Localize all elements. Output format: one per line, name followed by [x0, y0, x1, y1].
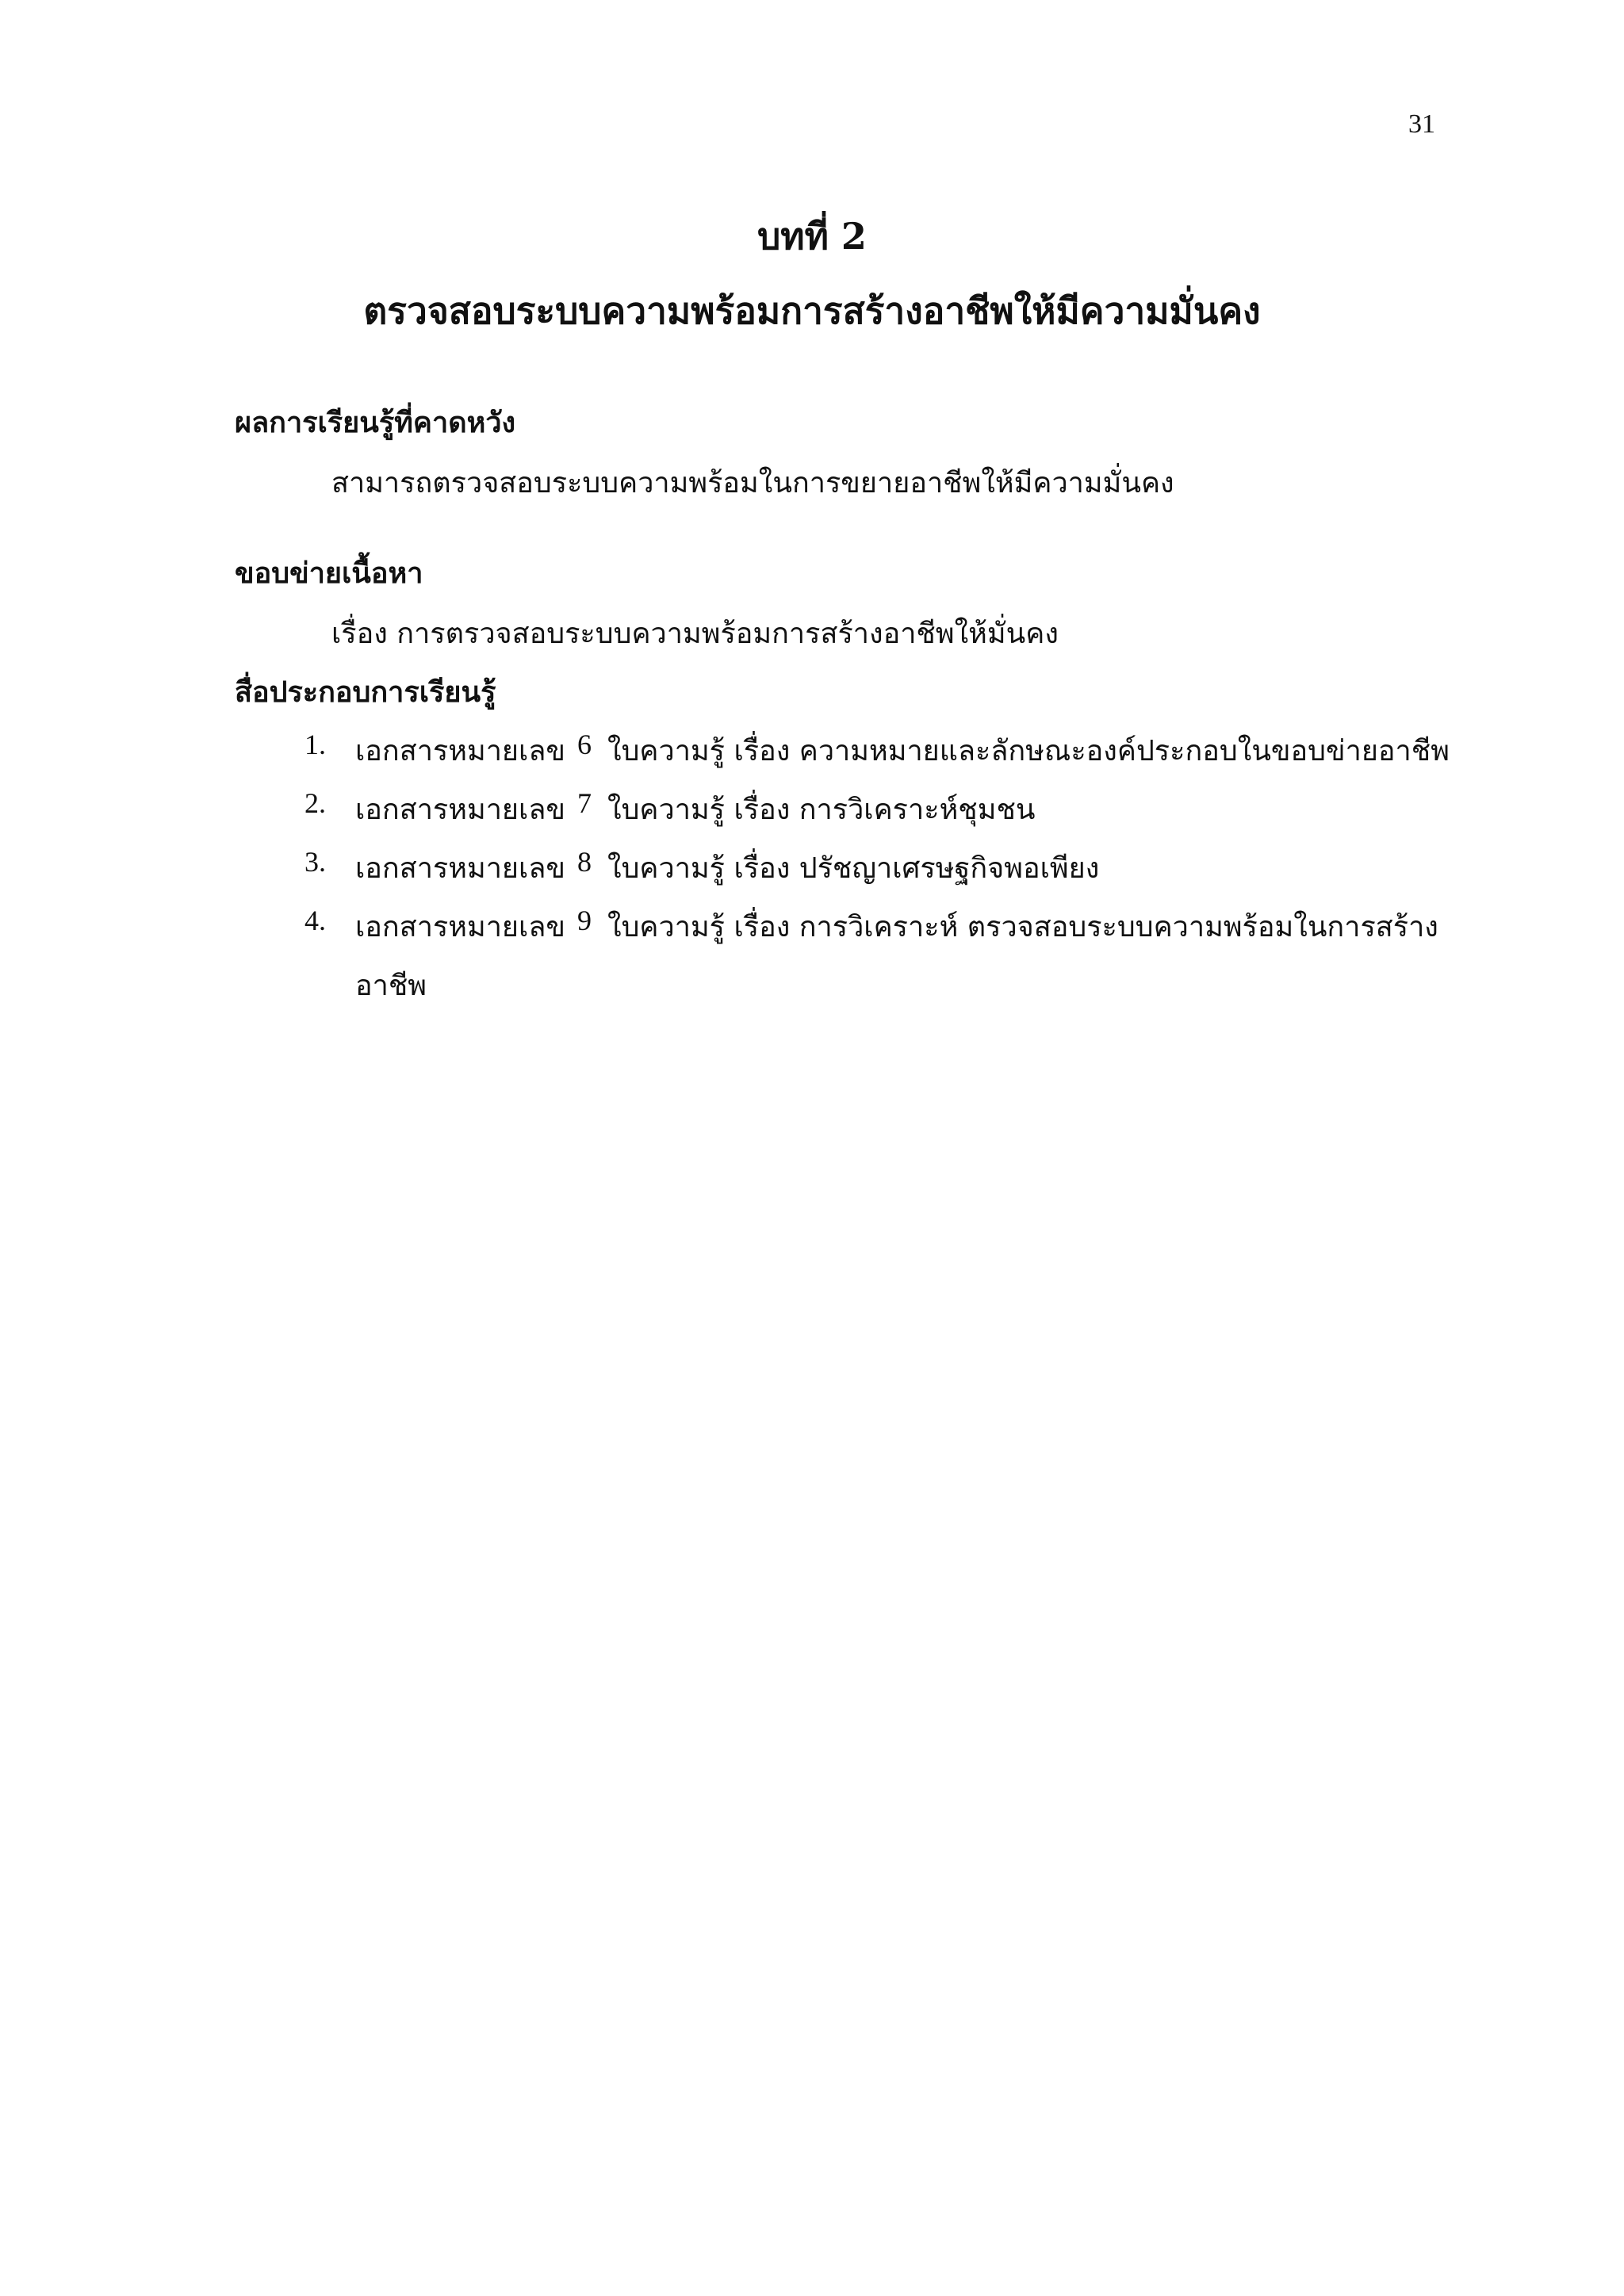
expected-outcome-text: สามารถตรวจสอบระบบความพร้อมในการขยายอาชีพให้มีความมั่นคง [331, 467, 1174, 499]
list-item [0, 728, 1624, 786]
document-number: 8 [577, 846, 592, 878]
item-number: 4. [304, 905, 326, 936]
document-label: เอกสารหมายเลข [355, 911, 565, 943]
document-label: เอกสารหมายเลข [355, 735, 565, 767]
document-description: ใบความรู้ เรื่อง ความหมายและลักษณะองค์ประกอบในขอบข่ายอาชีพ [607, 735, 1450, 767]
document-description: ใบความรู้ เรื่อง ปรัชญาเศรษฐกิจพอเพียง [607, 852, 1100, 885]
item-number: 1. [304, 729, 326, 760]
chapter-label: บทที่ 2 [757, 215, 867, 258]
item-number: 2. [304, 787, 326, 819]
scope-heading: ขอบข่ายเนื้อหา [235, 557, 423, 590]
list-item [0, 845, 1624, 904]
document-description: ใบความรู้ เรื่อง การวิเคราะห์ชุมชน [607, 794, 1036, 826]
document-label: เอกสารหมายเลข [355, 852, 565, 885]
scope-text: เรื่อง การตรวจสอบระบบความพร้อมการสร้างอาชีพให้มั่นคง [331, 618, 1059, 650]
document-description: ใบความรู้ เรื่อง การวิเคราะห์ ตรวจสอบระบบความพร้อมในการสร้าง [607, 911, 1438, 943]
page-number: 31 [1408, 109, 1435, 139]
materials-list [0, 728, 1624, 1021]
materials-heading: สื่อประกอบการเรียนรู้ [235, 675, 496, 709]
list-item [0, 904, 1624, 1021]
document-label: เอกสารหมายเลข [355, 794, 565, 826]
document-number: 7 [577, 787, 592, 819]
document-number: 6 [577, 729, 592, 760]
document-number: 9 [577, 905, 592, 936]
item-number: 3. [304, 846, 326, 878]
expected-outcome-heading: ผลการเรียนรู้ที่คาดหวัง [235, 406, 516, 439]
chapter-title: ตรวจสอบระบบความพร้อมการสร้างอาชีพให้มีความมั่นคง [363, 289, 1261, 332]
document-description-continued: อาชีพ [355, 970, 427, 1002]
list-item [0, 786, 1624, 845]
